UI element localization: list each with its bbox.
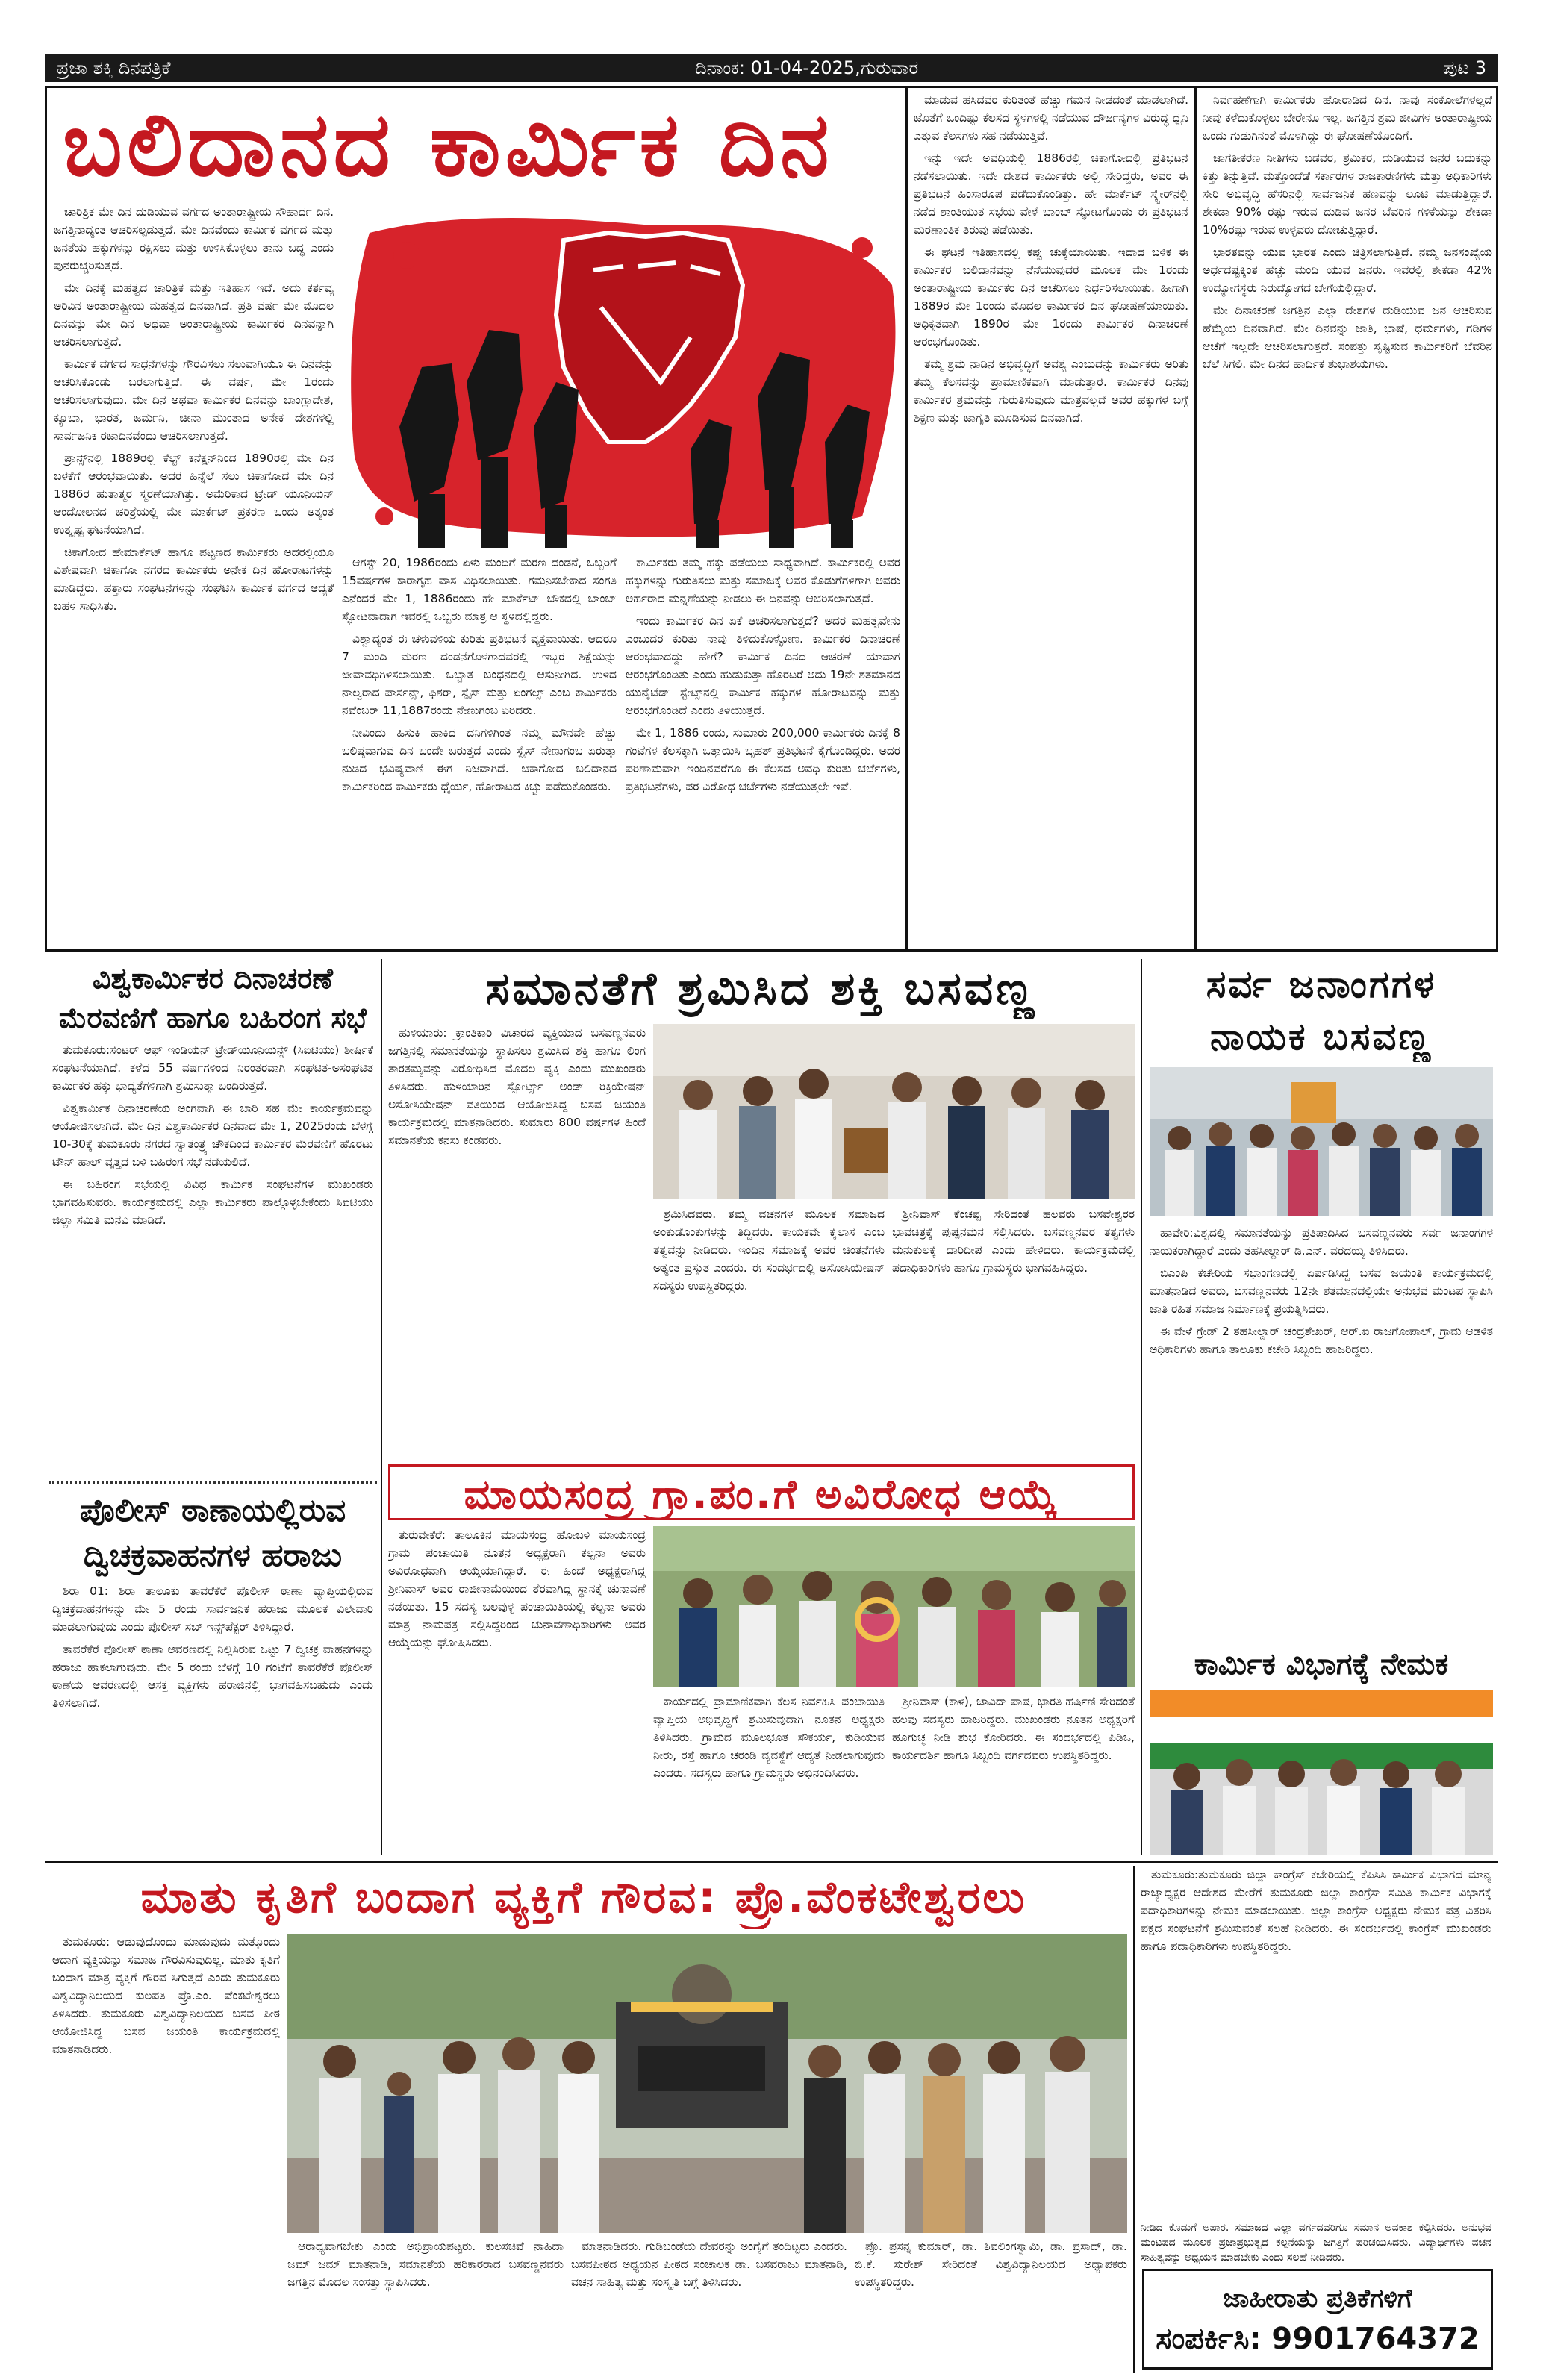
- karmika-headline: ಕಾರ್ಮಿಕ ವಿಭಾಗಕ್ಕೆ ನೇಮಕ: [1194, 1647, 1449, 1681]
- group-photo: [1150, 1067, 1493, 1216]
- basavanna1-col-1: ಹುಳಿಯಾರು: ಕ್ರಾಂತಿಕಾರಿ ವಿಚಾರದ ವ್ಯಕ್ತಿಯಾದ ಬಸವಣ್ಣನವರು ಜಗತ್ತಿನಲ್ಲಿ ಸಮಾನತೆಯನ್ನು ಸ್ಥಾಪಿಸಲು ಶ್ರಮಿಸಿದ ಶಕ್ತಿ ಹಾಗೂ ಲಿಂಗ ತಾರತಮ್ಯವನ್ನು ವಿರೋಧಿಸಿದ ಮೊದಲ ವ್ಯಕ್ತಿ ಎಂದು ಮುಖಂಡರು ತಿಳಿಸಿದರು. ಹುಳಿಯಾರಿನ ಸ್ಪೋರ್ಟ್ಸ್ ಅಂಡ್ ರಿಕ್ರಿಯೇಷನ್ ಅಸೋಸಿಯೇಷನ್ ವತಿಯಿಂದ ಆಯೋಜಿಸಿದ್ದ ಬಸವ ಜಯಂತಿ ಕಾರ್ಯಕ್ರಮದಲ್ಲಿ ಮಾತನಾಡಿದರು. ಸುಮಾರು 800 ವರ್ಷಗಳ ಹಿಂದೆ ಸಮಾನತೆಯ ಕನಸು ಕಂಡವರು.: [388, 1026, 646, 1147]
- issue-date: ದಿನಾಂಕ: 01-04-2025,ಗುರುವಾರ: [695, 57, 919, 78]
- divider: [49, 1481, 377, 1484]
- mayasandra-headline: ಮಾಯಸಂದ್ರ ಗ್ರಾ.ಪಂ.ಗೆ ಅವಿರೋಧ ಆಯ್ಕೆ: [388, 1464, 1135, 1520]
- mayasandra-photo: [653, 1526, 1135, 1687]
- venkatesh-bottom-1: ಆರಾಧ್ಯವಾಗಬೇಕು ಎಂದು ಅಭಿಪ್ರಾಯಪಟ್ಟರು. ಕುಲಸಚಿವೆ ನಾಹಿದಾ ಜಮ್ ಜಮ್ ಮಾತನಾಡಿ, ಸಮಾನತೆಯ ಹರಿಕಾರರಾದ ಬಸವಣ್ಣನವರು ಜಗತ್ತಿನ ಮೊದಲ ಸಂಸತ್ತು ಸ್ಥಾಪಿಸಿದರು.: [287, 2240, 564, 2289]
- column-divider: [1194, 86, 1197, 952]
- group-photo: [1150, 1690, 1493, 1855]
- police-headline-2: ದ್ವಿಚಕ್ರವಾಹನಗಳ ಹರಾಜು: [83, 1537, 343, 1573]
- ad-line-1: ಜಾಹೀರಾತು ಪ್ರತಿಕೆಗಳಿಗೆ: [1223, 2283, 1412, 2314]
- paper-name: ಪ್ರಜಾ ಶಕ್ತಿ ದಿನಪತ್ರಿಕೆ: [57, 57, 171, 78]
- venkatesh-bottom-3: ಪ್ರೊ. ಪ್ರಸನ್ನ ಕುಮಾರ್, ಡಾ. ಶಿವಲಿಂಗಸ್ವಾಮಿ, ಡಾ. ಪ್ರಸಾದ್, ಡಾ. ಬಿ.ಕೆ. ಸುರೇಶ್ ಸೇರಿದಂತೆ ವಿಶ್ವವಿದ್ಯಾನಿಲಯದ ಅಧ್ಯಾಪಕರು ಉಪಸ್ಥಿತರಿದ್ದರು.: [855, 2240, 1127, 2289]
- police-body: ಶಿರಾ 01: ಶಿರಾ ತಾಲೂಕು ತಾವರೆಕೆರೆ ಪೊಲೀಸ್ ಠಾಣಾ ವ್ಯಾಪ್ತಿಯಲ್ಲಿರುವ ದ್ವಿಚಕ್ರವಾಹನಗಳನ್ನು ಮೇ 5 ರಂದು ಸಾರ್ವಜನಿಕ ಹರಾಜು ಮೂಲಕ ವಿಲೇವಾರಿ ಮಾಡಲಾಗುವುದು ಎಂದು ಪೊಲೀಸ್ ಸಬ್ ಇನ್ಸ್‌ಪೆಕ್ಟರ್ ತಿಳಿಸಿದ್ದಾರೆ. ತಾವರೆಕೆರೆ ಪೊಲೀಸ್ ಠಾಣಾ ಆವರಣದಲ್ಲಿ ನಿಲ್ಲಿಸಿರುವ ಒಟ್ಟು 7 ದ್ವಿಚಕ್ರ ವಾಹನಗಳನ್ನು ಹರಾಜು ಹಾಕಲಾಗುವುದು. ಮೇ 5 ರಂದು ಬೆಳಗ್ಗೆ 10 ಗಂಟೆಗೆ ತಾವರೆಕೆರೆ ಪೊಲೀಸ್ ಠಾಣೆಯ ಆವರಣದಲ್ಲಿ ಆಸಕ್ತ ವ್ಯಕ್ತಿಗಳು ಹರಾಜಿನಲ್ಲಿ ಭಾಗವಹಿಸಬಹುದು ಎಂದು ತಿಳಿಸಲಾಗಿದೆ.: [52, 1584, 373, 1710]
- lead-col-4: ಮಾಡುವ ಹಸಿದವರ ಕುರಿತಂತೆ ಹೆಚ್ಚು ಗಮನ ನೀಡದಂತೆ ಮಾಡಲಾಗಿದೆ. ಜೊತೆಗೆ ಒಂದಿಷ್ಟು ಕೆಲಸದ ಸ್ಥಳಗಳಲ್ಲಿ ನಡೆಯುವ ದೌರ್ಜನ್ಯಗಳ ವಿರುದ್ಧ ಧ್ವನಿ ಎತ್ತುವ ಕೆಲಸಗಳು ಸಹ ನಡೆಯುತ್ತಿವೆ. ಇನ್ನು ಇದೇ ಅವಧಿಯಲ್ಲಿ 1886ರಲ್ಲಿ ಚಿಕಾಗೋದಲ್ಲಿ ಪ್ರತಿಭಟನೆ ನಡೆಸಲಾಯಿತು. ಇದೇ ದೇಶದ ಕಾರ್ಮಿಕರು ಅಲ್ಲಿ ಸೇರಿದ್ದರು, ಅವರ ಈ ಪ್ರತಿಭಟನೆ ಹಿಂಸಾರೂಪ ಪಡೆದುಕೊಂಡಿತ್ತು. ಹೇ ಮಾರ್ಕೆಟ್ ಸ್ಕ್ವೇರ್‌ನಲ್ಲಿ ನಡೆದ ಶಾಂತಿಯುತ ಸಭೆಯ ವೇಳೆ ಬಾಂಬ್ ಸ್ಫೋಟಗೊಂಡು ಈ ಪ್ರತಿಭಟನೆ ಮರಣಾಂತಿಕ ತಿರುವು ಪಡೆಯಿತು. ಈ ಘಟನೆ ಇತಿಹಾಸದಲ್ಲಿ ಕಪ್ಪು ಚುಕ್ಕೆಯಾಯಿತು. ಇದಾದ ಬಳಿಕ ಈ ಕಾರ್ಮಿಕರ ಬಲಿದಾನವನ್ನು ನೆನೆಯುವುದರ ಮೂಲಕ ಮೇ 1ರಂದು ಅಂತಾರಾಷ್ಟ್ರೀಯ ಕಾರ್ಮಿಕರ ದಿನ ಆಚರಿಸಲು ನಿರ್ಧರಿಸಲಾಯಿತು. ಹೀಗಾಗಿ 1889ರ ಮೇ 1ರಂದು ಮೊದಲ ಕಾರ್ಮಿಕರ ದಿನ ಘೋಷಣೆಯಾಯಿತು. ಅಧಿಕೃತವಾಗಿ 1890ರ ಮೇ 1ರಂದು ಕಾರ್ಮಿಕರ ದಿನಾಚರಣೆ ಆರಂಭಗೊಂಡಿತು. ತಮ್ಮ ಶ್ರಮ ನಾಡಿನ ಅಭಿವೃದ್ಧಿಗೆ ಅವಶ್ಯ ಎಂಬುದನ್ನು ಕಾರ್ಮಿಕರು ಅರಿತು ತಮ್ಮ ಕೆಲಸವನ್ನು ಪ್ರಾಮಾಣಿಕವಾಗಿ ಮಾಡುತ್ತಾರೆ. ಕಾರ್ಮಿಕರ ದಿನವು ಕಾರ್ಮಿಕರ ಶ್ರಮವನ್ನು ಗುರುತಿಸುವುದು ಮಾತ್ರವಲ್ಲದೆ ಅವರ ಹಕ್ಕುಗಳ ಬಗ್ಗೆ ಶಿಕ್ಷಣ ಮತ್ತು ಜಾಗೃತಿ ಮೂಡಿಸುವ ದಿನವಾಗಿದೆ.: [914, 93, 1188, 425]
- venkatesh-headline: ಮಾತು ಕೃತಿಗೆ ಬಂದಾಗ ವ್ಯಕ್ತಿಗೆ ಗೌರವ: ಪ್ರೊ.ವೆಂಕಟೇಶ್ವರಲು: [140, 1872, 1027, 1923]
- basavanna2-headline-2: ನಾಯಕ ಬಸವಣ್ಣ: [1210, 1015, 1433, 1058]
- lead-col-5: ನಿರ್ವಹಣೆಗಾಗಿ ಕಾರ್ಮಿಕರು ಹೋರಾಡಿದ ದಿನ. ನಾವು ಸಂಕೋಲೆಗಳಲ್ಲದೆ ನೀವು ಕಳೆದುಕೊಳ್ಳಲು ಬೇರೇನೂ ಇಲ್ಲ. ಜಗತ್ತಿನ ಶ್ರಮ ಜೀವಿಗಳ ಅಂತಾರಾಷ್ಟ್ರೀಯ ಒಂದು ಗುಡುಗಿನಂತೆ ಮೊಳಗಿದ್ದು ಈ ಘೋಷಣೆಯೊಂದಿಗೆ. ಜಾಗತೀಕರಣ ನೀತಿಗಳು ಬಡವರ, ಶ್ರಮಿಕರ, ದುಡಿಯುವ ಜನರ ಬದುಕನ್ನು ಕಿತ್ತು ತಿನ್ನುತ್ತಿವೆ. ಮತ್ತೊಂದೆಡೆ ಸರ್ಕಾರಗಳ ರಾಜಕಾರಣಿಗಳು ಮತ್ತು ಅಧಿಕಾರಿಗಳು ಸೇರಿ ಅಭಿವೃದ್ಧಿ ಹೆಸರಿನಲ್ಲಿ ಸಾರ್ವಜನಿಕ ಹಣವನ್ನು ಲೂಟಿ ಮಾಡುತ್ತಿದ್ದಾರೆ. ಶೇಕಡಾ 90% ರಷ್ಟು ಇರುವ ದುಡಿವ ಜನರ ಬೆವರಿನ ಗಳಿಕೆಯನ್ನು ಶೇಕಡಾ 10%ರಷ್ಟು ಇರುವ ಉಳ್ಳವರು ದೋಚುತ್ತಿದ್ದಾರೆ. ಭಾರತವನ್ನು ಯುವ ಭಾರತ ಎಂದು ಚಿತ್ರಿಸಲಾಗುತ್ತಿದೆ. ನಮ್ಮ ಜನಸಂಖ್ಯೆಯ ಅರ್ಧದಷ್ಟಕ್ಕಿಂತ ಹೆಚ್ಚು ಮಂದಿ ಯುವ ಜನರು. ಇವರಲ್ಲಿ ಶೇಕಡಾ 42% ಉದ್ಯೋಗಸ್ಥರು ನಿರುದ್ಯೋಗದ ಬೇಗೆಯಲ್ಲಿದ್ದಾರೆ. ಮೇ ದಿನಾಚರಣೆ ಜಗತ್ತಿನ ಎಲ್ಲಾ ದೇಶಗಳ ದುಡಿಯುವ ಜನ ಆಚರಿಸುವ ಹೆಮ್ಮೆಯ ದಿನವಾಗಿದೆ. ಮೇ ದಿನವನ್ನು ಜಾತಿ, ಭಾಷೆ, ಧರ್ಮಗಳು, ಗಡಿಗಳ ಆಚೆಗೆ ಇಲ್ಲದೇ ಆಚರಿಸಲಾಗುತ್ತದೆ. ಸಂಪತ್ತು ಸೃಷ್ಟಿಸುವ ಕಾರ್ಮಿಕರಿಗೆ ಬೆವರಿನ ಬೆಲೆ ಸಿಗಲಿ. ಮೇ ದಿನದ ಹಾರ್ದಿಕ ಶುಭಾಶಯಗಳು.: [1203, 93, 1492, 371]
- lead-col-1: ಚಾರಿತ್ರಿಕ ಮೇ ದಿನ ದುಡಿಯುವ ವರ್ಗದ ಅಂತಾರಾಷ್ಟ್ರೀಯ ಸೌಹಾರ್ದ ದಿನ. ಜಗತ್ತಿನಾದ್ಯಂತ ಆಚರಿಸಲ್ಪಡುತ್ತದೆ. ಮೇ ದಿನವೆಂದು ಕಾರ್ಮಿಕ ವರ್ಗದ ಮತ್ತು ಜನತೆಯ ಹಕ್ಕುಗಳನ್ನು ರಕ್ಷಿಸಲು ಮತ್ತು ಉಳಿಸಿಕೊಳ್ಳಲು ತಾನು ಬದ್ಧ ಎಂದು ಪುನರುಚ್ಚರಿಸುತ್ತದೆ. ಮೇ ದಿನಕ್ಕೆ ಮಹತ್ವದ ಚಾರಿತ್ರಿಕ ಮತ್ತು ಇತಿಹಾಸ ಇದೆ. ಅದು ಕರ್ತವ್ಯ ಅರಿವಿನ ಅಂತಾರಾಷ್ಟ್ರೀಯ ಮಹತ್ವದ ದಿನವಾಗಿದೆ. ಪ್ರತಿ ವರ್ಷ ಮೇ ಮೊದಲ ದಿನವನ್ನು ಮೇ ದಿನ ಅಥವಾ ಅಂತಾರಾಷ್ಟ್ರೀಯ ಕಾರ್ಮಿಕರ ದಿನವನ್ನಾಗಿ ಆಚರಿಸಲಾಗುತ್ತದೆ. ಕಾರ್ಮಿಕ ವರ್ಗದ ಸಾಧನೆಗಳನ್ನು ಗೌರವಿಸಲು ಸಲುವಾಗಿಯೂ ಈ ದಿನವನ್ನು ಆಚರಿಸಿಕೊಂಡು ಬರಲಾಗುತ್ತಿದೆ. ಈ ವರ್ಷ, ಮೇ 1ರಂದು ಆಚರಿಸಲಾಗುವುದು. ಮೇ ದಿನ ಅಥವಾ ಕಾರ್ಮಿಕರ ದಿನವನ್ನು ಬಾಂಗ್ಲಾದೇಶ, ಕ್ಯೂಬಾ, ಭಾರತ, ಜರ್ಮನಿ, ಚೀನಾ ಮುಂತಾದ ಅನೇಕ ದೇಶಗಳಲ್ಲಿ ಸಾರ್ವಜನಿಕ ರಜಾದಿನವೆಂದು ಆಚರಿಸಲಾಗುತ್ತದೆ. ಪ್ರಾನ್ಸ್‌ನಲ್ಲಿ 1889ರಲ್ಲಿ ಕೆಲ್ಟ್ ಕನೆಕ್ಷನ್‌ನಿಂದ 1890ರಲ್ಲಿ ಮೇ ದಿನ ಬಳಕೆಗೆ ಆರಂಭವಾಯಿತು. ಅದರ ಹಿನ್ನೆಲೆ ಸಲು ಚಿಕಾಗೋದ ಮೇ ದಿನ 1886ರ ಹುತಾತ್ಮರ ಸ್ಮರಣೆಯಾಗಿತ್ತು. ಅಮೆರಿಕಾದ ಟ್ರೇಡ್ ಯೂನಿಯನ್ ಆಂದೋಲನದ ಚರಿತ್ರೆಯಲ್ಲಿ ಮೇ ಮಾರ್ಕೆಟ್ ಪ್ರಕರಣ ಒಂದು ಅತ್ಯಂತ ಉತ್ಕೃಷ್ಟ ಘಟನೆಯಾಗಿದೆ. ಚಿಕಾಗೋದ ಹೇಮಾರ್ಕೆಟ್ ಹಾಗೂ ಪಟ್ಟಣದ ಕಾರ್ಮಿಕರು ಅದರಲ್ಲಿಯೂ ವಿಶೇಷವಾಗಿ ಚಿಕಾಗೋ ನಗರದ ಕಾರ್ಮಿಕರು ಅನೇಕ ದಿನ ಹೋರಾಟಗಳನ್ನು ಮಾಡಿದ್ದರು. ಹತ್ತಾರು ಸಂಘಟನೆಗಳನ್ನು ಸಂಘಟಿಸಿ ಕಾರ್ಮಿಕ ವರ್ಗದ ಆದ್ಯತೆ ಬಹಳ ಸಾಧಿಸಿತು.: [54, 205, 334, 613]
- basavanna1-headline: ಸಮಾನತೆಗೆ ಶ್ರಮಿಸಿದ ಶಕ್ತಿ ಬಸವಣ್ಣ: [485, 963, 1038, 1015]
- column-divider: [381, 959, 382, 1855]
- basavanna1-col-3: ಶ್ರೀನಿವಾಸ್ ಕೆಂಚಪ್ಪ ಸೇರಿದಂತೆ ಹಲವರು ಬಸವೇಶ್ವರರ ಭಾವಚಿತ್ರಕ್ಕೆ ಪುಷ್ಪನಮನ ಸಲ್ಲಿಸಿದರು. ಬಸವಣ್ಣನವರ ತತ್ವಗಳು ಮನುಕುಲಕ್ಕೆ ದಾರಿದೀಪ ಎಂದು ಹೇಳಿದರು. ಕಾರ್ಯಕ್ರಮದಲ್ಲಿ ಪದಾಧಿಕಾರಿಗಳು ಹಾಗೂ ಗ್ರಾಮಸ್ಥರು ಭಾಗವಹಿಸಿದ್ದರು.: [892, 1208, 1135, 1275]
- section-rule: [45, 1861, 1498, 1863]
- vishwa-headline-2: ಮೆರವಣಿಗೆ ಹಾಗೂ ಬಹಿರಂಗ ಸಭೆ: [58, 1002, 367, 1034]
- venkatesh-col-2: ನೀಡಿದ ಕೊಡುಗೆ ಅಪಾರ. ಸಮಾಜದ ಎಲ್ಲಾ ವರ್ಗದವರಿಗೂ ಸಮಾನ ಅವಕಾಶ ಕಲ್ಪಿಸಿದರು. ಅನುಭವ ಮಂಟಪದ ಮೂಲಕ ಪ್ರಜಾಪ್ರಭುತ್ವದ ಕಲ್ಪನೆಯನ್ನು ಜಗತ್ತಿಗೆ ಪರಿಚಯಿಸಿದರು. ವಿದ್ಯಾರ್ಥಿಗಳು ವಚನ ಸಾಹಿತ್ಯವನ್ನು ಅಧ್ಯಯನ ಮಾಡಬೇಕು ಎಂದು ಸಲಹೆ ನೀಡಿದರು.: [1141, 2222, 1491, 2264]
- column-divider: [905, 86, 908, 952]
- lead-col-2: ಆಗಸ್ಟ್ 20, 1986ರಂದು ಏಳು ಮಂದಿಗೆ ಮರಣ ದಂಡನೆ, ಒಬ್ಬರಿಗೆ 15ವರ್ಷಗಳ ಕಾರಾಗೃಹ ವಾಸ ವಿಧಿಸಲಾಯಿತು. ಗಮನಿಸಬೇಕಾದ ಸಂಗತಿ ಎನೆಂದರೆ ಮೇ 1, 1886ರಂದು ಹೇ ಮಾರ್ಕೆಟ್ ಚೌಕದಲ್ಲಿ ಬಾಂಬ್ ಸ್ಫೋಟವಾದಾಗ ಇವರಲ್ಲಿ ಒಬ್ಬರು ಮಾತ್ರ ಆ ಸ್ಥಳದಲ್ಲಿದ್ದರು. ವಿಶ್ವಾದ್ಯಂತ ಈ ಚಳುವಳಿಯ ಕುರಿತು ಪ್ರತಿಭಟನೆ ವ್ಯಕ್ತವಾಯಿತು. ಆದರೂ 7 ಮಂದಿ ಮರಣ ದಂಡನೆಗೊಳಗಾದವರಲ್ಲಿ ಇಬ್ಬರ ಶಿಕ್ಷೆಯನ್ನು ಜೀವಾವಧಿಗಿಳಿಸಲಾಯಿತು. ಒಬ್ಬಾತ ಬಂಧನದಲ್ಲಿ ಆಸುನೀಗಿದ. ಉಳಿದ ನಾಲ್ವರಾದ ಪಾರ್ಸನ್ಸ್, ಫಿಶರ್, ಸ್ಪೈಸ್ ಮತ್ತು ಏಂಗಲ್ಸ್ ಎಂಬ ಕಾರ್ಮಿಕರು ನವೆಂಬರ್ 11,1887ರಂದು ನೇಣುಗಂಬ ಏರಿದರು. ನೀವಿಂದು ಹಿಸುಕಿ ಹಾಕಿದ ದನಿಗಳಿಗಿಂತ ನಮ್ಮ ಮೌನವೇ ಹೆಚ್ಚು ಬಲಿಷ್ಠವಾಗುವ ದಿನ ಬಂದೇ ಬರುತ್ತದೆ ಎಂದು ಸ್ಪೈಸ್ ನೇಣುಗಂಬ ಏರುತ್ತಾ ನುಡಿದ ಭವಿಷ್ಯವಾಣಿ ಈಗ ನಿಜವಾಗಿದೆ. ಚಿಕಾಗೋದ ಬಲಿದಾನದ ಕಾರ್ಮಿಕರಿಂದ ಕಾರ್ಮಿಕರು ಧೈರ್ಯ, ಹೋರಾಟದ ಕಿಚ್ಚು ಪಡೆದುಕೊಂಡರು.: [342, 556, 617, 793]
- venkatesh-bottom-2: ಮಾತನಾಡಿದರು. ಗುಡಿಬಂಡೆಯ ದೇವರನ್ನು ಅಂಗೈಗೆ ತಂದಿಟ್ಟರು ಎಂದರು. ಬಸವಪೀಠದ ಅಧ್ಯಯನ ಪೀಠದ ಸಂಚಾಲಕ ಡಾ. ಬಸವರಾಜು ಮಾತನಾಡಿ, ವಚನ ಸಾಹಿತ್ಯ ಮತ್ತು ಸಂಸ್ಕೃತಿ ಬಗ್ಗೆ ತಿಳಿಸಿದರು.: [571, 2240, 847, 2289]
- mayasandra-col-2: ಕಾರ್ಯದಲ್ಲಿ ಪ್ರಾಮಾಣಿಕವಾಗಿ ಕೆಲಸ ನಿರ್ವಹಿಸಿ ಪಂಚಾಯಿತಿ ವ್ಯಾಪ್ತಿಯ ಅಭಿವೃದ್ಧಿಗೆ ಶ್ರಮಿಸುವುದಾಗಿ ನೂತನ ಅಧ್ಯಕ್ಷರು ತಿಳಿಸಿದರು. ಗ್ರಾಮದ ಮೂಲಭೂತ ಸೌಕರ್ಯ, ಕುಡಿಯುವ ನೀರು, ರಸ್ತೆ ಹಾಗೂ ಚರಂಡಿ ವ್ಯವಸ್ಥೆಗೆ ಆದ್ಯತೆ ನೀಡಲಾಗುವುದು ಎಂದರು. ಸದಸ್ಯರು ಹಾಗೂ ಗ್ರಾಮಸ್ಥರು ಅಭಿನಂದಿಸಿದರು.: [653, 1695, 885, 1780]
- lead-headline: ಬಲಿದಾನದ ಕಾರ್ಮಿಕ ದಿನ: [63, 93, 834, 196]
- page-number: ಪುಟ 3: [1442, 57, 1486, 78]
- advertisement-box: [1142, 2269, 1493, 2370]
- raised-fist-illustration: [340, 203, 903, 548]
- basavanna2-body: ಹಾವೇರಿ:ವಿಶ್ವದಲ್ಲಿ ಸಮಾನತೆಯನ್ನು ಪ್ರತಿಪಾದಿಸಿದ ಬಸವಣ್ಣನವರು ಸರ್ವ ಜನಾಂಗಗಳ ನಾಯಕರಾಗಿದ್ದಾರೆ ಎಂದು ತಹಸೀಲ್ದಾರ್ ಡಿ.ಎನ್. ವರದಯ್ಯ ತಿಳಿಸಿದರು. ಬಿಎಂಪಿ ಕಚೇರಿಯ ಸಭಾಂಗಣದಲ್ಲಿ ಏರ್ಪಡಿಸಿದ್ದ ಬಸವ ಜಯಂತಿ ಕಾರ್ಯಕ್ರಮದಲ್ಲಿ ಮಾತನಾಡಿದ ಅವರು, ಬಸವಣ್ಣನವರು 12ನೇ ಶತಮಾನದಲ್ಲಿಯೇ ಅನುಭವ ಮಂಟಪ ಸ್ಥಾಪಿಸಿ ಜಾತಿ ರಹಿತ ಸಮಾಜ ನಿರ್ಮಾಣಕ್ಕೆ ಪ್ರಯತ್ನಿಸಿದರು. ಈ ವೇಳೆ ಗ್ರೇಡ್ 2 ತಹಸೀಲ್ದಾರ್ ಚಂದ್ರಶೇಖರ್, ಆರ್.ಐ ರಾಜಗೋಪಾಲ್, ಗ್ರಾಮ ಆಡಳಿತ ಅಧಿಕಾರಿಗಳು ಹಾಗೂ ತಾಲೂಕು ಕಚೇರಿ ಸಿಬ್ಬಂದಿ ಹಾಜರಿದ್ದರು.: [1150, 1226, 1493, 1356]
- venkatesh-col-3: [52, 2373, 53, 2374]
- masthead-bar: [45, 54, 1498, 82]
- police-headline-1: ಪೊಲೀಸ್ ಠಾಣಾಯಲ್ಲಿರುವ: [79, 1492, 346, 1528]
- venkatesh-photo: [287, 1934, 1127, 2233]
- group-photo: [653, 1526, 1135, 1687]
- lead-col-3: ಕಾರ್ಮಿಕರು ತಮ್ಮ ಹಕ್ಕು ಪಡೆಯಲು ಸಾಧ್ಯವಾಗಿದೆ. ಕಾರ್ಮಿಕರಲ್ಲಿ ಅವರ ಹಕ್ಕುಗಳನ್ನು ಗುರುತಿಸಲು ಮತ್ತು ಸಮಾಜಕ್ಕೆ ಅವರ ಕೊಡುಗೆಗಳಿಗಾಗಿ ಅವರು ಅರ್ಹರಾದ ಮನ್ನಣೆಯನ್ನು ನೀಡಲು ಈ ದಿನವನ್ನು ಆಚರಿಸಲಾಗುತ್ತದೆ. ಇಂದು ಕಾರ್ಮಿಕರ ದಿನ ಏಕೆ ಆಚರಿಸಲಾಗುತ್ತದೆ? ಅದರ ಮಹತ್ವವೇನು ಎಂಬುದರ ಕುರಿತು ನಾವು ತಿಳಿದುಕೊಳ್ಳೋಣ. ಕಾರ್ಮಿಕರ ದಿನಾಚರಣೆ ಆರಂಭವಾದದ್ದು ಹೇಗೆ? ಕಾರ್ಮಿಕ ದಿನದ ಆಚರಣೆ ಯಾವಾಗ ಆರಂಭಗೊಂಡಿತು ಎಂದು ಹುಡುಕುತ್ತಾ ಹೊರಟರೆ ಅದು 19ನೇ ಶತಮಾನದ ಯುನೈಟೆಡ್ ಸ್ಟೇಟ್ಸ್‌ನಲ್ಲಿ ಕಾರ್ಮಿಕ ಹಕ್ಕುಗಳ ಹೋರಾಟವನ್ನು ಮತ್ತು ಆರಂಭಗೊಂಡಿದೆ ಎಂದು ತಿಳಿಯುತ್ತದೆ. ಮೇ 1, 1886 ರಂದು, ಸುಮಾರು 200,000 ಕಾರ್ಮಿಕರು ದಿನಕ್ಕೆ 8 ಗಂಟೆಗಳ ಕೆಲಸಕ್ಕಾಗಿ ಒತ್ತಾಯಿಸಿ ಬೃಹತ್ ಪ್ರತಿಭಟನೆ ಕೈಗೊಂಡಿದ್ದರು. ಅದರ ಪರಿಣಾಮವಾಗಿ ಇಂದಿನವರೆಗೂ ಈ ಕೆಲಸದ ಅವಧಿ ಕುರಿತು ಚರ್ಚೆಗಳು, ಪ್ರತಿಭಟನೆಗಳು, ಪರ ವಿರೋಧ ಚರ್ಚೆಗಳು ನಡೆಯುತ್ತಲೇ ಇವೆ.: [626, 556, 900, 793]
- vishwa-headline-1: ವಿಶ್ವಕಾರ್ಮಿಕರ ದಿನಾಚರಣೆ: [93, 962, 333, 995]
- karmika-body: ತುಮಕೂರು:ತುಮಕೂರು ಜಿಲ್ಲಾ ಕಾಂಗ್ರೆಸ್ ಕಚೇರಿಯಲ್ಲಿ ಕೆಪಿಸಿಸಿ ಕಾರ್ಮಿಕ ವಿಭಾಗದ ಮಾನ್ಯ ರಾಜ್ಯಾಧ್ಯಕ್ಷರ ಆದೇಶದ ಮೇರೆಗೆ ತುಮಕೂರು ಜಿಲ್ಲಾ ಕಾಂಗ್ರೆಸ್ ಸಮಿತಿ ಕಾರ್ಮಿಕ ವಿಭಾಗಕ್ಕೆ ಪದಾಧಿಕಾರಿಗಳನ್ನು ನೇಮಕ ಮಾಡಲಾಯಿತು. ಜಿಲ್ಲಾ ಕಾಂಗ್ರೆಸ್ ಅಧ್ಯಕ್ಷರು ನೇಮಕ ಪತ್ರ ವಿತರಿಸಿ ಪಕ್ಷದ ಸಂಘಟನೆಗೆ ಶ್ರಮಿಸುವಂತೆ ಸಲಹೆ ನೀಡಿದರು. ಈ ಸಂದರ್ಭದಲ್ಲಿ ಕಾಂಗ್ರೆಸ್ ಮುಖಂಡರು ಹಾಗೂ ಪದಾಧಿಕಾರಿಗಳು ಉಪಸ್ಥಿತರಿದ್ದರು.: [1141, 1868, 1491, 1953]
- mayasandra-col-1: ತುರುವೇಕೆರೆ: ತಾಲೂಕಿನ ಮಾಯಸಂದ್ರ ಹೋಬಳಿ ಮಾಯಸಂದ್ರ ಗ್ರಾಮ ಪಂಚಾಯಿತಿ ನೂತನ ಅಧ್ಯಕ್ಷರಾಗಿ ಕಲ್ಪನಾ ಅವರು ಅವಿರೋಧವಾಗಿ ಆಯ್ಕೆಯಾಗಿದ್ದಾರೆ. ಈ ಹಿಂದೆ ಅಧ್ಯಕ್ಷರಾಗಿದ್ದ ಶ್ರೀನಿವಾಸ್ ಅವರ ರಾಜೀನಾಮೆಯಿಂದ ತೆರವಾಗಿದ್ದ ಸ್ಥಾನಕ್ಕೆ ಚುನಾವಣೆ ನಡೆಯಿತು. 15 ಸದಸ್ಯ ಬಲವುಳ್ಳ ಪಂಚಾಯಿತಿಯಲ್ಲಿ ಕಲ್ಪನಾ ಅವರು ಮಾತ್ರ ನಾಮಪತ್ರ ಸಲ್ಲಿಸಿದ್ದರಿಂದ ಚುನಾವಣಾಧಿಕಾರಿಗಳು ಅವರ ಆಯ್ಕೆಯನ್ನು ಘೋಷಿಸಿದರು.: [388, 1528, 646, 1649]
- lead-photo-fist: [340, 203, 903, 548]
- group-photo-statue: [287, 1934, 1127, 2233]
- vishwa-body: ತುಮಕೂರು:ಸೆಂಟರ್ ಆಫ್ ಇಂಡಿಯನ್ ಟ್ರೇಡ್‌ಯೂನಿಯನ್ಸ್ (ಸಿಐಟಿಯು) ಶೀರ್ಷಿಕೆ ಸಂಘಟನೆಯಾಗಿದೆ. ಕಳೆದ 55 ವರ್ಷಗಳಿಂದ ನಿರಂತರವಾಗಿ ಸಂಘಟಿತ-ಅಸಂಘಟಿತ ಕಾರ್ಮಿಕರ ಹಕ್ಕು ಭಾದ್ಯತೆಗಳಿಗಾಗಿ ಶ್ರಮಿಸುತ್ತಾ ಬಂದಿರುತ್ತದೆ. ವಿಶ್ವಕಾರ್ಮಿಕ ದಿನಾಚರಣೆಯ ಅಂಗವಾಗಿ ಈ ಬಾರಿ ಸಹ ಮೇ ಕಾರ್ಯಕ್ರಮವನ್ನು ಆಯೋಜಿಸಲಾಗಿದೆ. ಮೇ ದಿನ ವಿಶ್ವಕಾರ್ಮಿಕರ ದಿನವಾದ ಮೇ 1, 2025ರಂದು ಬೆಳಗ್ಗೆ 10-30ಕ್ಕೆ ತುಮಕೂರು ನಗರದ ಸ್ವಾತಂತ್ರ್ಯ ಚೌಕದಿಂದ ಕಾರ್ಮಿಕರ ಮೆರವಣಿಗೆ ಹೊರಟು ಟೌನ್ ಹಾಲ್ ವೃತ್ತದ ಬಳಿ ಬಹಿರಂಗ ಸಭೆ ನಡೆಯಲಿದೆ. ಈ ಬಹಿರಂಗ ಸಭೆಯಲ್ಲಿ ವಿವಿಧ ಕಾರ್ಮಿಕ ಸಂಘಟನೆಗಳ ಮುಖಂಡರು ಭಾಗವಹಿಸುವರು. ಕಾರ್ಯಕ್ರಮದಲ್ಲಿ ಎಲ್ಲಾ ಕಾರ್ಮಿಕರು ಪಾಲ್ಗೊಳ್ಳಬೇಕೆಂದು ಸಿಐಟಿಯು ಜಿಲ್ಲಾ ಸಮಿತಿ ಮನವಿ ಮಾಡಿದೆ.: [52, 1043, 373, 1227]
- basavanna1-photo: [653, 1024, 1135, 1199]
- mayasandra-col-3: ಶ್ರೀನಿವಾಸ್ (ಕಾಳಿ), ಜಾವಿದ್ ಪಾಷ, ಭಾರತಿ ಹರ್ಷಿಣಿ ಸೇರಿದಂತೆ ಹಲವು ಸದಸ್ಯರು ಹಾಜರಿದ್ದರು. ಮುಖಂಡರು ನೂತನ ಅಧ್ಯಕ್ಷರಿಗೆ ಹೂಗುಚ್ಛ ನೀಡಿ ಶುಭ ಕೋರಿದರು. ಈ ಸಂದರ್ಭದಲ್ಲಿ ಪಿಡಿಒ, ಕಾರ್ಯದರ್ಶಿ ಹಾಗೂ ಸಿಬ್ಬಂದಿ ವರ್ಗದವರು ಉಪಸ್ಥಿತರಿದ್ದರು.: [892, 1695, 1135, 1762]
- karmika-photo: [1150, 1690, 1493, 1855]
- venkatesh-col-1: ತುಮಕೂರು: ಆಡುವುದೊಂದು ಮಾಡುವುದು ಮತ್ತೊಂದು ಆದಾಗ ವ್ಯಕ್ತಿಯನ್ನು ಸಮಾಜ ಗೌರವಿಸುವುದಿಲ್ಲ. ಮಾತು ಕೃತಿಗೆ ಬಂದಾಗ ಮಾತ್ರ ವ್ಯಕ್ತಿಗೆ ಗೌರವ ಸಿಗುತ್ತದೆ ಎಂದು ತುಮಕೂರು ವಿಶ್ವವಿದ್ಯಾನಿಲಯದ ಕುಲಪತಿ ಪ್ರೊ.ಎಂ. ವೆಂಕಟೇಶ್ವರಲು ತಿಳಿಸಿದರು. ತುಮಕೂರು ವಿಶ್ವವಿದ್ಯಾನಿಲಯದ ಬಸವ ಪೀಠ ಆಯೋಜಿಸಿದ್ದ ಬಸವ ಜಯಂತಿ ಕಾರ್ಯಕ್ರಮದಲ್ಲಿ ಮಾತನಾಡಿದರು.: [52, 1935, 280, 2056]
- column-divider: [1141, 959, 1142, 1855]
- group-photo: [653, 1024, 1135, 1199]
- basavanna2-photo: [1150, 1067, 1493, 1216]
- basavanna2-headline-1: ಸರ್ವ ಜನಾಂಗಗಳ: [1206, 963, 1437, 1006]
- basavanna1-col-2: ಶ್ರಮಿಸಿದವರು. ತಮ್ಮ ವಚನಗಳ ಮೂಲಕ ಸಮಾಜದ ಅಂಕುಡೊಂಕುಗಳನ್ನು ತಿದ್ದಿದರು. ಕಾಯಕವೇ ಕೈಲಾಸ ಎಂಬ ತತ್ವವನ್ನು ನೀಡಿದರು. ಇಂದಿನ ಸಮಾಜಕ್ಕೆ ಅವರ ಚಿಂತನೆಗಳು ಅತ್ಯಂತ ಪ್ರಸ್ತುತ ಎಂದರು. ಈ ಸಂದರ್ಭದಲ್ಲಿ ಅಸೋಸಿಯೇಷನ್ ಸದಸ್ಯರು ಉಪಸ್ಥಿತರಿದ್ದರು.: [653, 1208, 885, 1293]
- column-divider: [1133, 1866, 1135, 2373]
- ad-phone: ಸಂಪರ್ಕಿಸಿ: 9901764372: [1156, 2321, 1480, 2356]
